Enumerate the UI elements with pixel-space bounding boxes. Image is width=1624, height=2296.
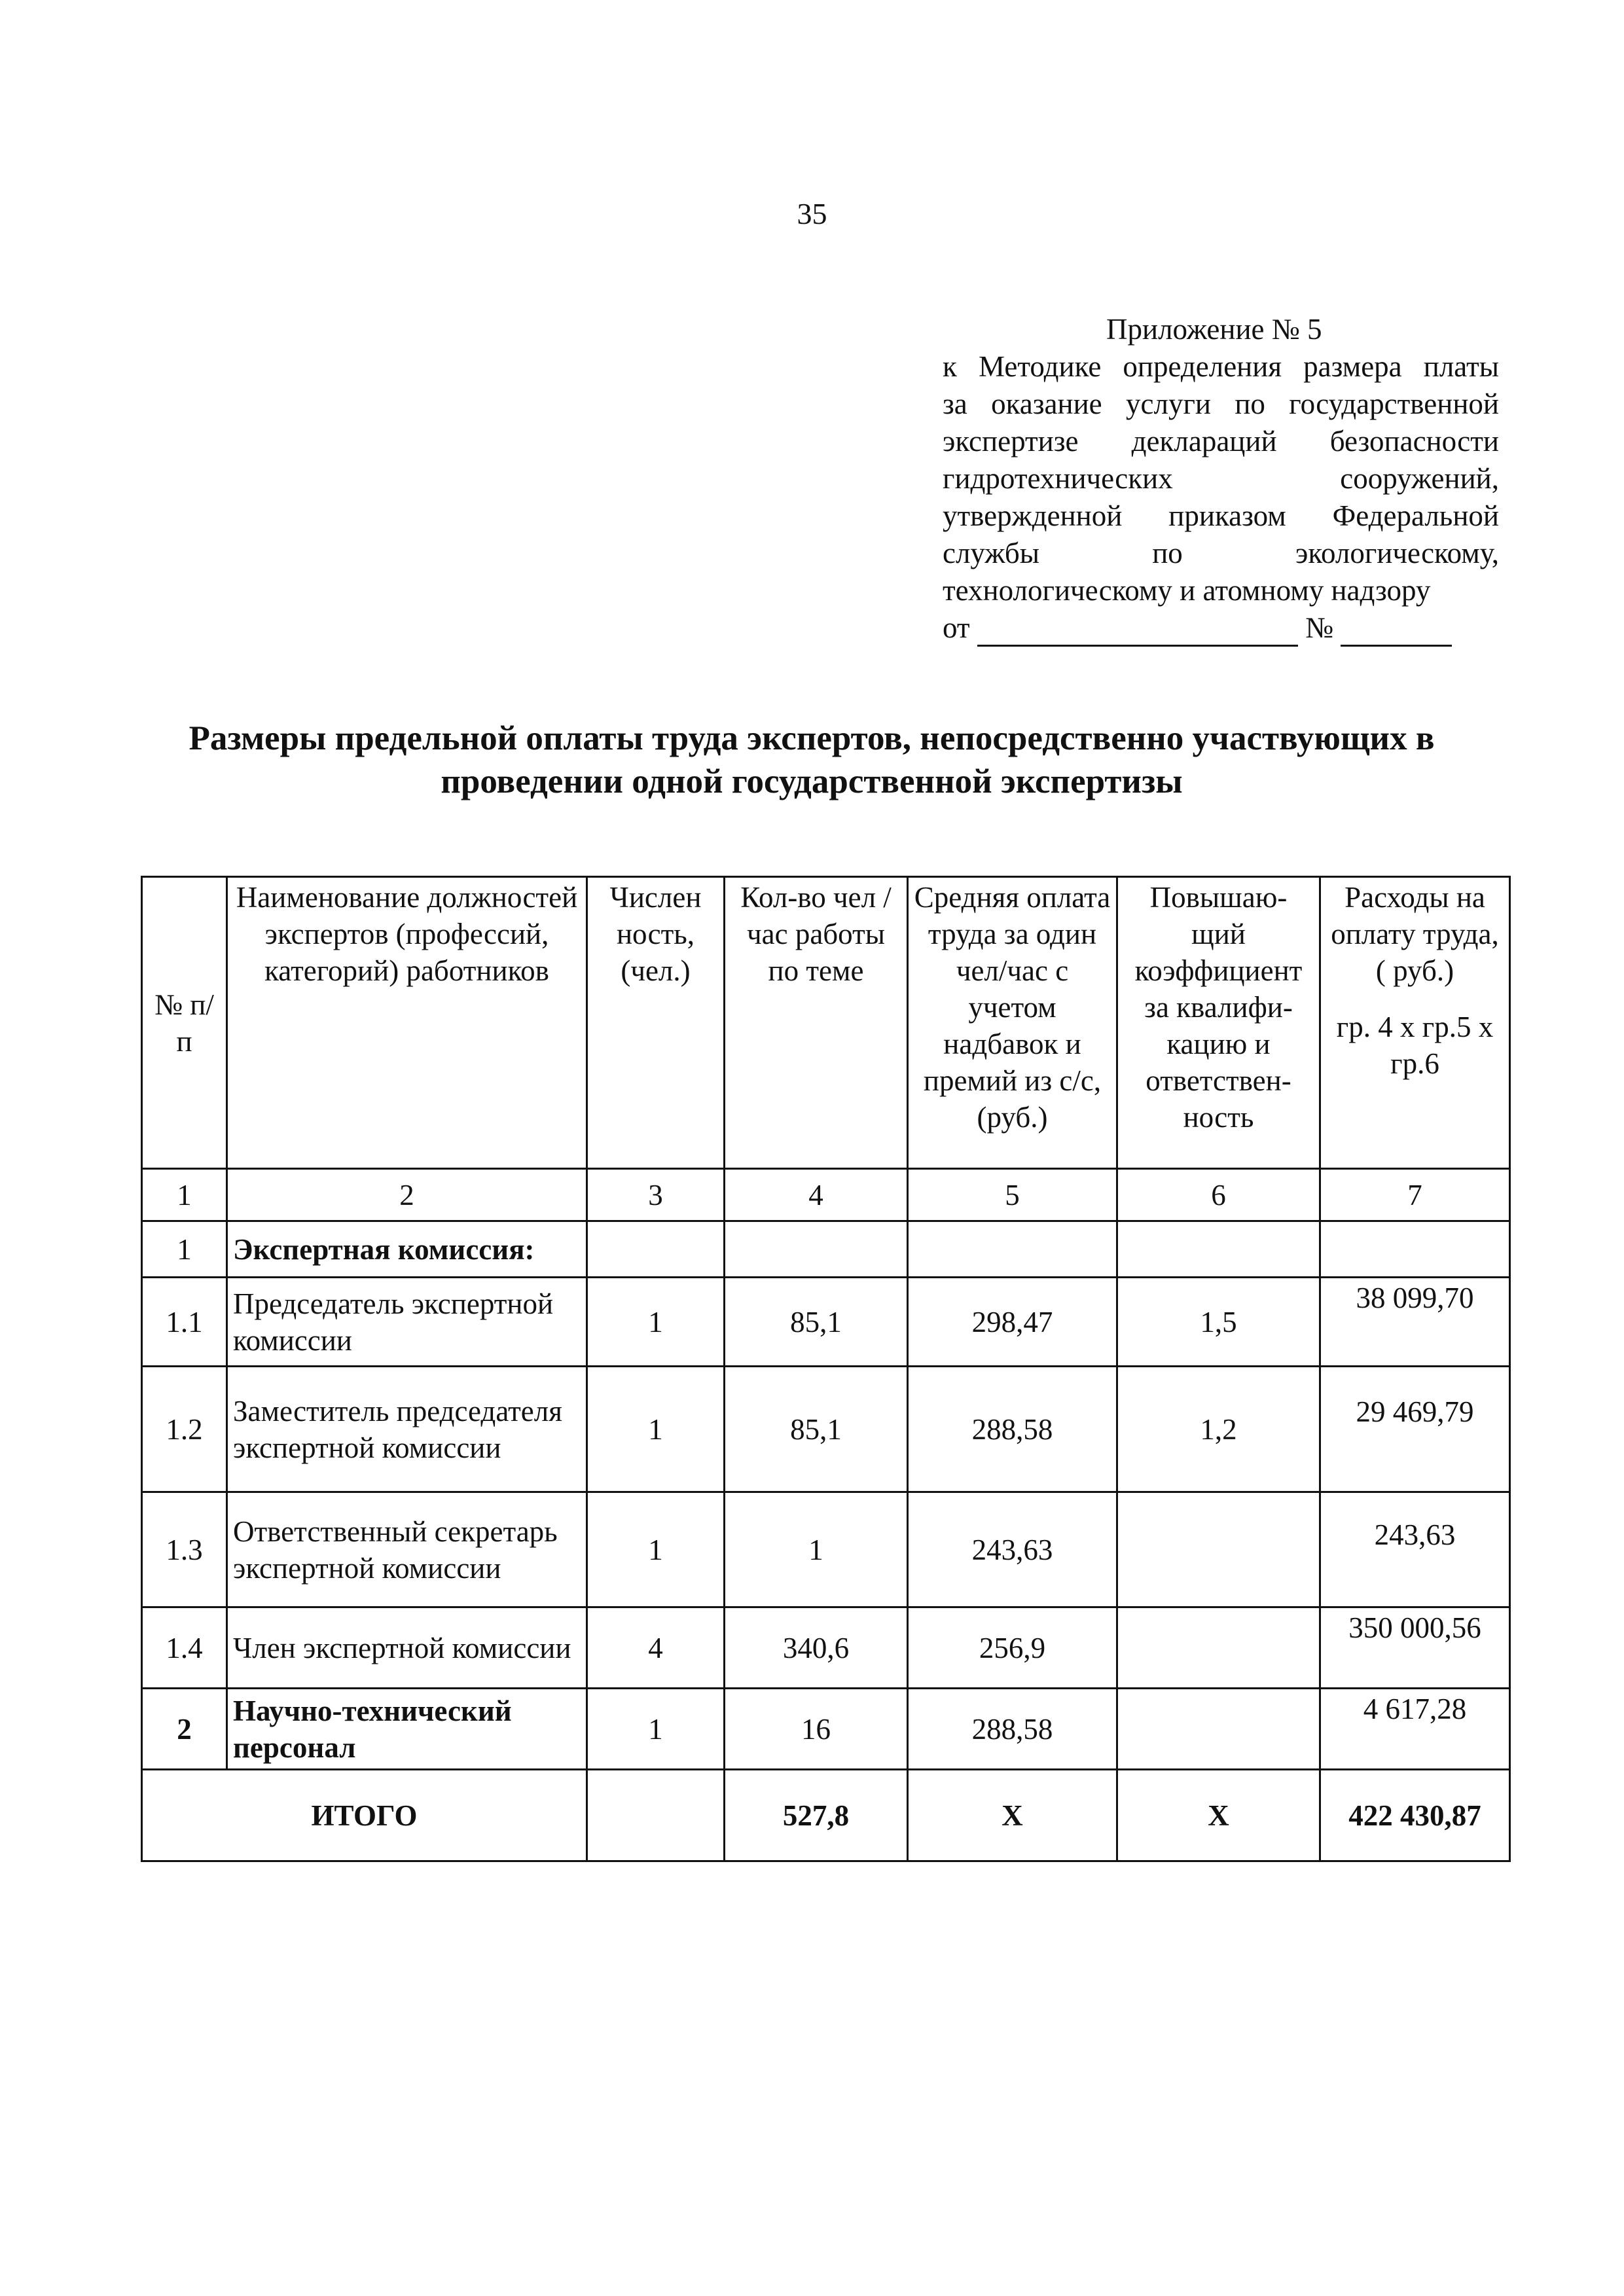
column-number: 6: [1117, 1169, 1320, 1221]
row-count: 1: [587, 1367, 725, 1492]
table-row: [142, 1689, 1510, 1770]
row-cost: 350 000,56: [1320, 1607, 1510, 1689]
row-coef: 1,2: [1117, 1367, 1320, 1492]
row-num: 1: [142, 1221, 227, 1278]
column-number-row: [142, 1169, 1510, 1221]
heading-line-2: проведении одной государственной экспертизы: [441, 762, 1183, 800]
column-number: 3: [587, 1169, 725, 1221]
appendix-line: к Методике определения размера платы: [943, 350, 1499, 383]
row-hours: 1: [725, 1492, 908, 1607]
row-name: Заместитель председателя экспертной комиссии: [227, 1367, 587, 1492]
row-name: Научно-технический персонал: [227, 1689, 587, 1770]
number-label: №: [1305, 611, 1334, 644]
header-cost-formula: гр. 4 х гр.5 х гр.6: [1336, 1011, 1494, 1080]
row-name: Экспертная комиссия:: [227, 1221, 587, 1278]
row-name: Председатель экспертной комиссии: [227, 1278, 587, 1367]
row-cost: [1320, 1221, 1510, 1278]
row-num: 1.3: [142, 1492, 227, 1607]
header-cost: [1320, 877, 1510, 1169]
document-heading: [131, 717, 1492, 803]
row-cost: 38 099,70: [1320, 1278, 1510, 1367]
row-pay: 243,63: [908, 1492, 1117, 1607]
row-hours: 340,6: [725, 1607, 908, 1689]
total-count: [587, 1770, 725, 1861]
row-hours: 85,1: [725, 1278, 908, 1367]
appendix-line: службы по экологическому,: [943, 537, 1499, 569]
row-name: Ответственный секретарь экспертной комиссии: [227, 1492, 587, 1607]
total-coef: Х: [1117, 1770, 1320, 1861]
appendix-line: технологическому и атомному надзору: [943, 574, 1431, 607]
table-row: [142, 1221, 1510, 1278]
appendix-title: Приложение № 5: [1106, 313, 1322, 346]
row-hours: 85,1: [725, 1367, 908, 1492]
appendix-line: утвержденной приказом Федеральной: [943, 499, 1499, 532]
total-pay: Х: [908, 1770, 1117, 1861]
header-count: Числен ность, (чел.): [587, 877, 725, 1169]
row-pay: [908, 1221, 1117, 1278]
row-hours: [725, 1221, 908, 1278]
row-count: 1: [587, 1278, 725, 1367]
row-hours: 16: [725, 1689, 908, 1770]
row-num: 1.4: [142, 1607, 227, 1689]
table-row: [142, 1492, 1510, 1607]
number-blank: [1341, 616, 1452, 647]
row-name: Член экспертной комиссии: [227, 1607, 587, 1689]
row-coef: [1117, 1221, 1320, 1278]
appendix-line: за оказание услуги по государственной: [943, 387, 1499, 420]
row-coef: [1117, 1492, 1320, 1607]
total-label: ИТОГО: [142, 1770, 587, 1861]
appendix-line: экспертизе деклараций безопасности: [943, 425, 1499, 457]
row-count: 1: [587, 1492, 725, 1607]
date-blank: [977, 616, 1298, 647]
column-number: 4: [725, 1169, 908, 1221]
table-row: [142, 1278, 1510, 1367]
row-cost: 4 617,28: [1320, 1689, 1510, 1770]
total-hours: 527,8: [725, 1770, 908, 1861]
row-pay: 298,47: [908, 1278, 1117, 1367]
row-count: 4: [587, 1607, 725, 1689]
appendix-line: гидротехнических сооружений,: [943, 462, 1499, 495]
heading-line-1: Размеры предельной оплаты труда экспертов, непосредственно участвующих в: [189, 719, 1435, 757]
table-row: [142, 1607, 1510, 1689]
page-number: 35: [797, 197, 827, 230]
row-num: 1.2: [142, 1367, 227, 1492]
appendix-block: [943, 311, 1499, 647]
column-number: 1: [142, 1169, 227, 1221]
row-coef: [1117, 1607, 1320, 1689]
row-pay: 288,58: [908, 1367, 1117, 1492]
appendix-date-line: [943, 609, 1499, 647]
header-coef: Повышаю-щий коэффициент за квалифи-кацию и ответствен-ность: [1117, 877, 1320, 1169]
row-count: [587, 1221, 725, 1278]
header-pay: Средняя оплата труда за один чел/час с учетом надбавок и премий из с/с, (руб.): [908, 877, 1117, 1169]
row-num: 2: [142, 1689, 227, 1770]
header-row: [142, 877, 1510, 1169]
column-number: 5: [908, 1169, 1117, 1221]
expert-pay-table: [141, 876, 1511, 1862]
header-hours: Кол-во чел /час работы по теме: [725, 877, 908, 1169]
header-num: № п/п: [142, 877, 227, 1169]
total-row: [142, 1770, 1510, 1861]
row-cost: 243,63: [1320, 1492, 1510, 1607]
column-number: 7: [1320, 1169, 1510, 1221]
row-pay: 256,9: [908, 1607, 1117, 1689]
date-label: от: [943, 611, 970, 644]
column-number: 2: [227, 1169, 587, 1221]
header-name: Наименование должностей экспертов (профессий, категорий) работников: [227, 877, 587, 1169]
row-coef: 1,5: [1117, 1278, 1320, 1367]
row-coef: [1117, 1689, 1320, 1770]
row-cost: 29 469,79: [1320, 1367, 1510, 1492]
table-row: [142, 1367, 1510, 1492]
total-cost: 422 430,87: [1320, 1770, 1510, 1861]
row-pay: 288,58: [908, 1689, 1117, 1770]
row-num: 1.1: [142, 1278, 227, 1367]
header-cost-label: Расходы на оплату труда, ( руб.): [1331, 881, 1499, 987]
row-count: 1: [587, 1689, 725, 1770]
